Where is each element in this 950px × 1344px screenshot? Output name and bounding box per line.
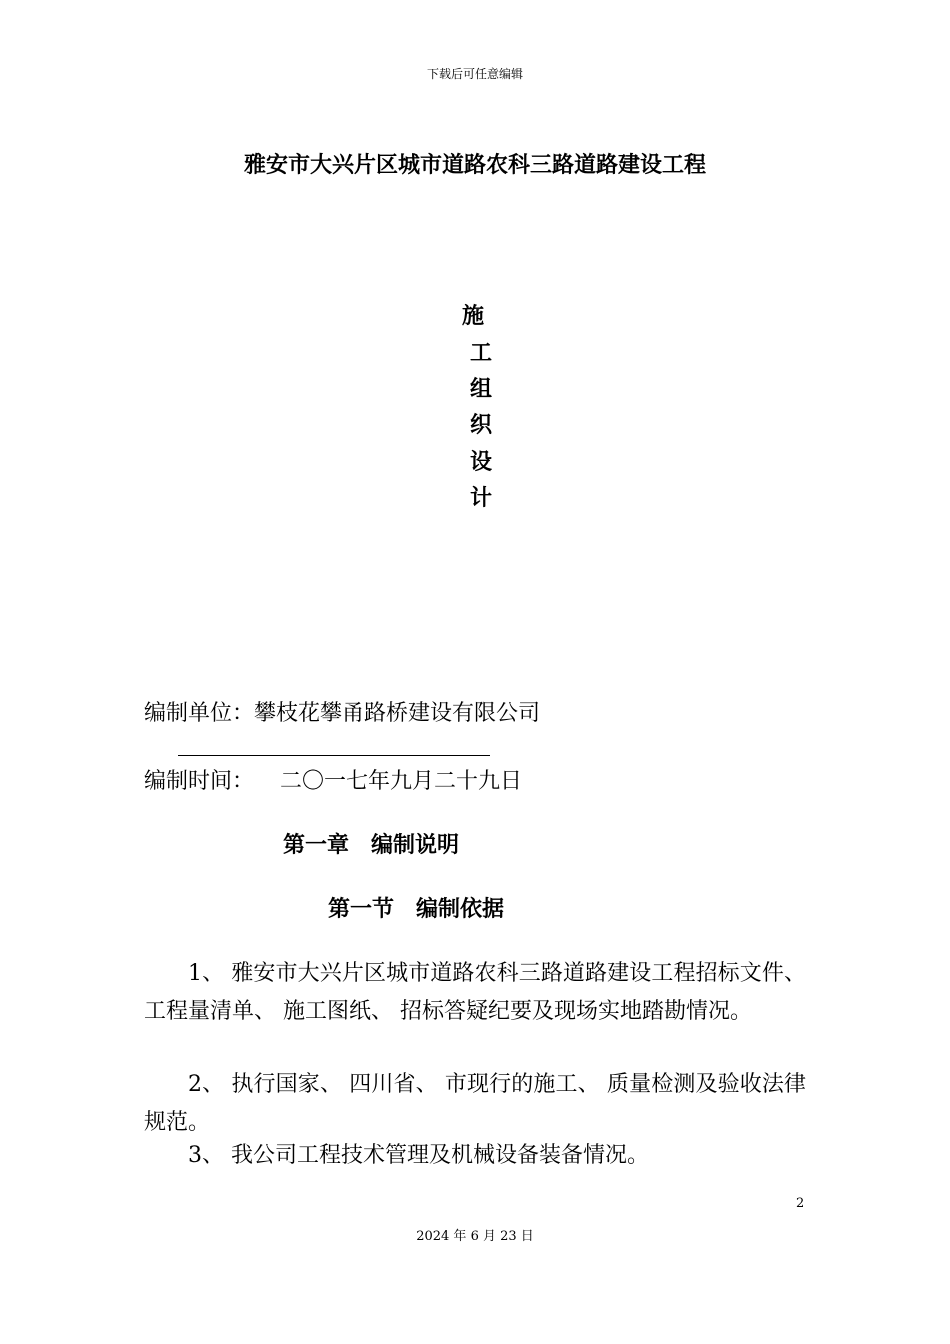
paragraph-2 [144, 1066, 806, 1142]
paragraph-number: 2、 [188, 1072, 225, 1097]
paragraph-text: 执行国家、 四川省、 市现行的施工、 质量检测及验收法律规范。 [144, 1072, 807, 1135]
doc-type-char: 计 [470, 486, 493, 511]
underline-rule [178, 755, 490, 756]
section-heading [328, 894, 504, 926]
section-number: 第一节 [328, 897, 395, 922]
paragraph-3 [144, 1137, 806, 1175]
compile-time-label: 编制时间： [144, 769, 255, 794]
paragraph-number: 3、 [188, 1143, 224, 1168]
project-title: 雅安市大兴片区城市道路农科三路道路建设工程 [243, 153, 706, 178]
paragraph-text: 我公司工程技术管理及机械设备装备情况。 [231, 1143, 650, 1168]
paragraph-number: 1、 [188, 961, 225, 986]
compiler-label: 编制单位： [144, 701, 255, 726]
chapter-heading [283, 830, 459, 862]
doc-type-char: 组 [470, 377, 493, 402]
doc-type-char: 织 [470, 413, 493, 438]
doc-type-char: 设 [470, 450, 493, 475]
chapter-number: 第一章 [283, 833, 350, 858]
compile-time-line [144, 766, 522, 798]
doc-type-char: 施 [462, 304, 485, 329]
chapter-title: 编制说明 [371, 833, 460, 858]
header-note: 下载后可任意编辑 [426, 67, 523, 81]
compiler-value: 攀枝花攀甬路桥建设有限公司 [254, 701, 541, 726]
page-number: 2 [796, 1196, 805, 1211]
footer-date: 2024 年 6 月 23 日 [416, 1229, 534, 1244]
section-title: 编制依据 [416, 897, 505, 922]
doc-type-char: 工 [470, 341, 493, 366]
paragraph-1 [144, 955, 806, 1031]
compile-time-value: 二〇一七年九月二十九日 [280, 769, 523, 794]
paragraph-text: 雅安市大兴片区城市道路农科三路道路建设工程招标文件、 工程量清单、 施工图纸、 招标答疑纪要及现场实地踏勘情况。 [144, 961, 806, 1024]
compiler-line [144, 698, 540, 730]
